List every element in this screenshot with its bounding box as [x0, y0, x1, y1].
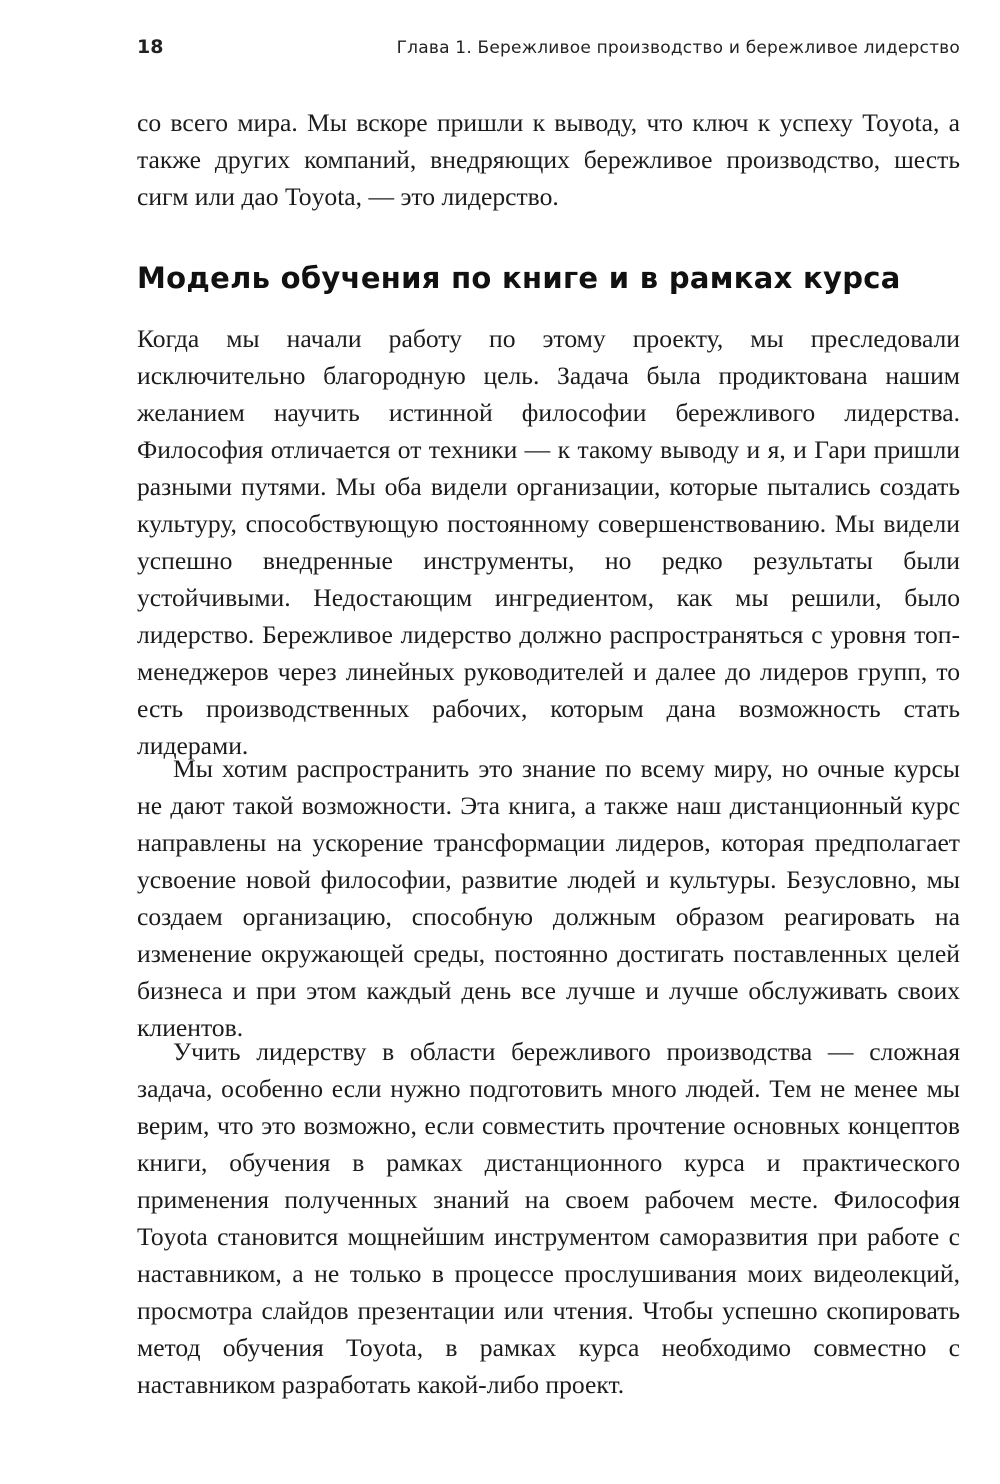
chapter-title: Глава 1. Бережливое производство и бережливое лидерство — [396, 38, 960, 58]
intro-paragraph: со всего мира. Мы вскоре пришли к выводу, что ключ к успеху Toyota, а также других компаний, внедряющих бережливое производство, шесть сигм или дао Toyota, — это лидерство. — [137, 108, 960, 211]
running-header — [137, 36, 960, 66]
body-paragraph-1: Когда мы начали работу по этому проекту, мы преследовали исключительно благородную цель. Задача была продиктована нашим желанием научить истинной философии бережливого лидерства. Философия отличается от техники — к такому выводу и я, и Гари пришли разными путями. Мы оба видели организации, которые пытались создать культуру, способствующую постоянному совершенствованию. Мы видели успешно внедренные инструменты, но редко результаты были устойчивыми. Недостающим ингредиентом, как мы решили, было лидерство. Бережливое лидерство должно распространяться с уровня топ-менеджеров через линейных руководителей и далее до лидеров групп, то есть производственных рабочих, которым дана возможность стать лидерами. — [137, 324, 960, 760]
section-heading: Модель обучения по книге и в рамках курса — [137, 261, 901, 295]
body-paragraph-2: Мы хотим распространить это знание по всему миру, но очные курсы не дают такой возможности. Эта книга, а также наш дистанционный курс направлены на ускорение трансформации лидеров, которая предполагает усвоение новой философии, развитие людей и культуры. Безусловно, мы создаем организацию, способную должным образом реагировать на изменение окружающей среды, постоянно достигать поставленных целей бизнеса и при этом каждый день все лучше и лучше обслуживать своих клиентов. — [137, 754, 960, 1042]
body-paragraph-3: Учить лидерству в области бережливого производства — сложная задача, особенно если нужно подготовить много людей. Тем не менее мы верим, что это возможно, если совместить прочтение основных концептов книги, обучения в рамках дистанционного курса и практического применения полученных знаний на своем рабочем месте. Философия Toyota становится мощнейшим инструментом саморазвития при работе с наставником, а не только в процессе прослушивания моих видеолекций, просмотра слайдов презентации или чтения. Чтобы успешно скопировать метод обучения Toyota, в рамках курса необходимо совместно с наставником разработать какой-либо проект. — [137, 1037, 960, 1399]
page-number: 18 — [137, 36, 164, 58]
